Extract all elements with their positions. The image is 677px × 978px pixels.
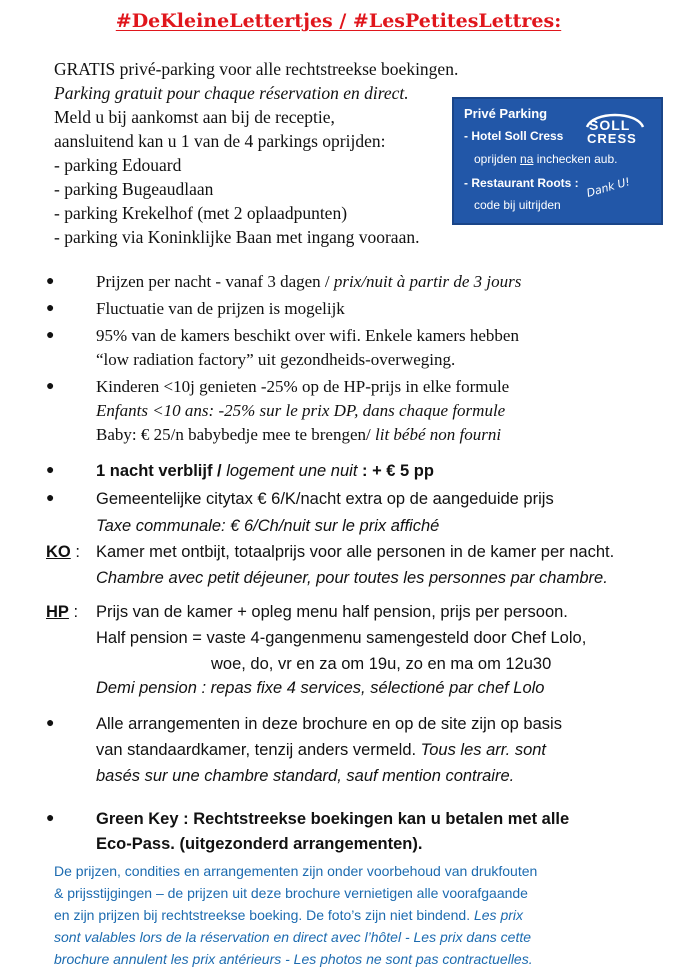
bullet-icon: ● [46, 491, 55, 506]
parking-line: aansluitend kan u 1 van de 4 parkings oprijden: [54, 131, 386, 151]
parking-line: Parking gratuit pour chaque réservation en direct. [54, 83, 409, 103]
hp-text-fr: Demi pension : repas fixe 4 services, sélectioné par chef Lolo [96, 679, 545, 697]
ko-text-fr: Chambre avec petit déjeuner, pour toutes les personnes par chambre. [96, 569, 608, 587]
bullet-icon: ● [46, 811, 55, 826]
list-item: Gemeentelijke citytax € 6/K/nacht extra op de aangeduide prijs [96, 490, 554, 508]
parking-line: - parking Edouard [54, 155, 182, 175]
parking-line: - parking via Koninklijke Baan met ingang vooraan. [54, 227, 420, 247]
green-key-text: Green Key : Rechtstreekse boekingen kan u betalen met alle [96, 810, 570, 828]
sign-thanks: Dank U! [585, 175, 632, 200]
list-item: Kinderen <10j genieten -25% op de HP-prijs in elke formule [96, 377, 510, 396]
hp-text: Prijs van de kamer + opleg menu half pension, prijs per persoon. [96, 603, 568, 621]
ko-label: KO : [46, 543, 80, 561]
green-key-text: Eco-Pass. (uitgezonderd arrangementen). [96, 835, 423, 853]
sign-restaurant: - Restaurant Roots : [464, 176, 579, 190]
list-item: Fluctuatie van de prijzen is mogelijk [96, 299, 345, 318]
list-item: Taxe communale: € 6/Ch/nuit sur le prix affiché [96, 517, 440, 535]
page-title: #DeKleineLettertjes / #LesPetitesLettres: [115, 10, 562, 32]
bullet-icon: ● [46, 328, 55, 343]
soll-cress-logo: SOLL CRESS [579, 109, 651, 147]
parking-line: - parking Bugeaudlaan [54, 179, 214, 199]
list-item: “low radiation factory” uit gezondheids-overweging. [96, 350, 456, 369]
arrangements-text: van standaardkamer, tenzij anders vermeld. Tous les arr. sont [96, 741, 547, 759]
list-item: Baby: € 25/n babybedje mee te brengen/ lit bébé non fourni [96, 425, 502, 444]
hp-text: Half pension = vaste 4-gangenmenu samengesteld door Chef Lolo, [96, 629, 587, 647]
bullet-icon: ● [46, 463, 55, 478]
arrangements-text: Alle arrangementen in deze brochure en op de site zijn op basis [96, 715, 562, 733]
list-item: Enfants <10 ans: -25% sur le prix DP, dans chaque formule [96, 401, 506, 420]
parking-line: GRATIS privé-parking voor alle rechtstreekse boekingen. [54, 59, 459, 79]
arrangements-text-fr: basés sur une chambre standard, sauf mention contraire. [96, 767, 515, 785]
sign-title: Privé Parking [464, 106, 548, 121]
list-item: Prijzen per nacht - vanaf 3 dagen / prix/nuit à partir de 3 jours [96, 272, 522, 291]
bullet-icon: ● [46, 274, 55, 289]
sign-hotel: - Hotel Soll Cress [464, 129, 564, 143]
bullet-icon: ● [46, 379, 55, 394]
hp-schedule: woe, do, vr en za om 19u, zo en ma om 12u30 [211, 655, 552, 673]
sign-drive: oprijden na inchecken aub. [474, 152, 618, 166]
sign-code: code bij uitrijden [474, 198, 561, 212]
parking-line: - parking Krekelhof (met 2 oplaadpunten) [54, 203, 348, 223]
parking-sign [452, 97, 663, 225]
list-item: 95% van de kamers beschikt over wifi. Enkele kamers hebben [96, 326, 519, 345]
parking-line: Meld u bij aankomst aan bij de receptie, [54, 107, 335, 127]
hp-label: HP : [46, 603, 79, 621]
bullet-icon: ● [46, 716, 55, 731]
bullet-icon: ● [46, 301, 55, 316]
ko-text: Kamer met ontbijt, totaalprijs voor alle personen in de kamer per nacht. [96, 543, 615, 561]
list-item: 1 nacht verblijf / logement une nuit : + € 5 pp [96, 462, 434, 480]
disclaimer: De prijzen, condities en arrangementen zijn onder voorbehoud van drukfouten & prijsstijgingen – de prijzen uit deze brochure vernietigen alle voorafgaande en zijn prijzen bij rechtstreekse boeking. De foto’s zijn niet bindend. Les prix sont valables lors de la réservation en direct avec l’hôtel - Les prix dans cette brochure annulent les prix antérieurs - Les photos ne sont pas contractuelles. [54, 863, 538, 967]
